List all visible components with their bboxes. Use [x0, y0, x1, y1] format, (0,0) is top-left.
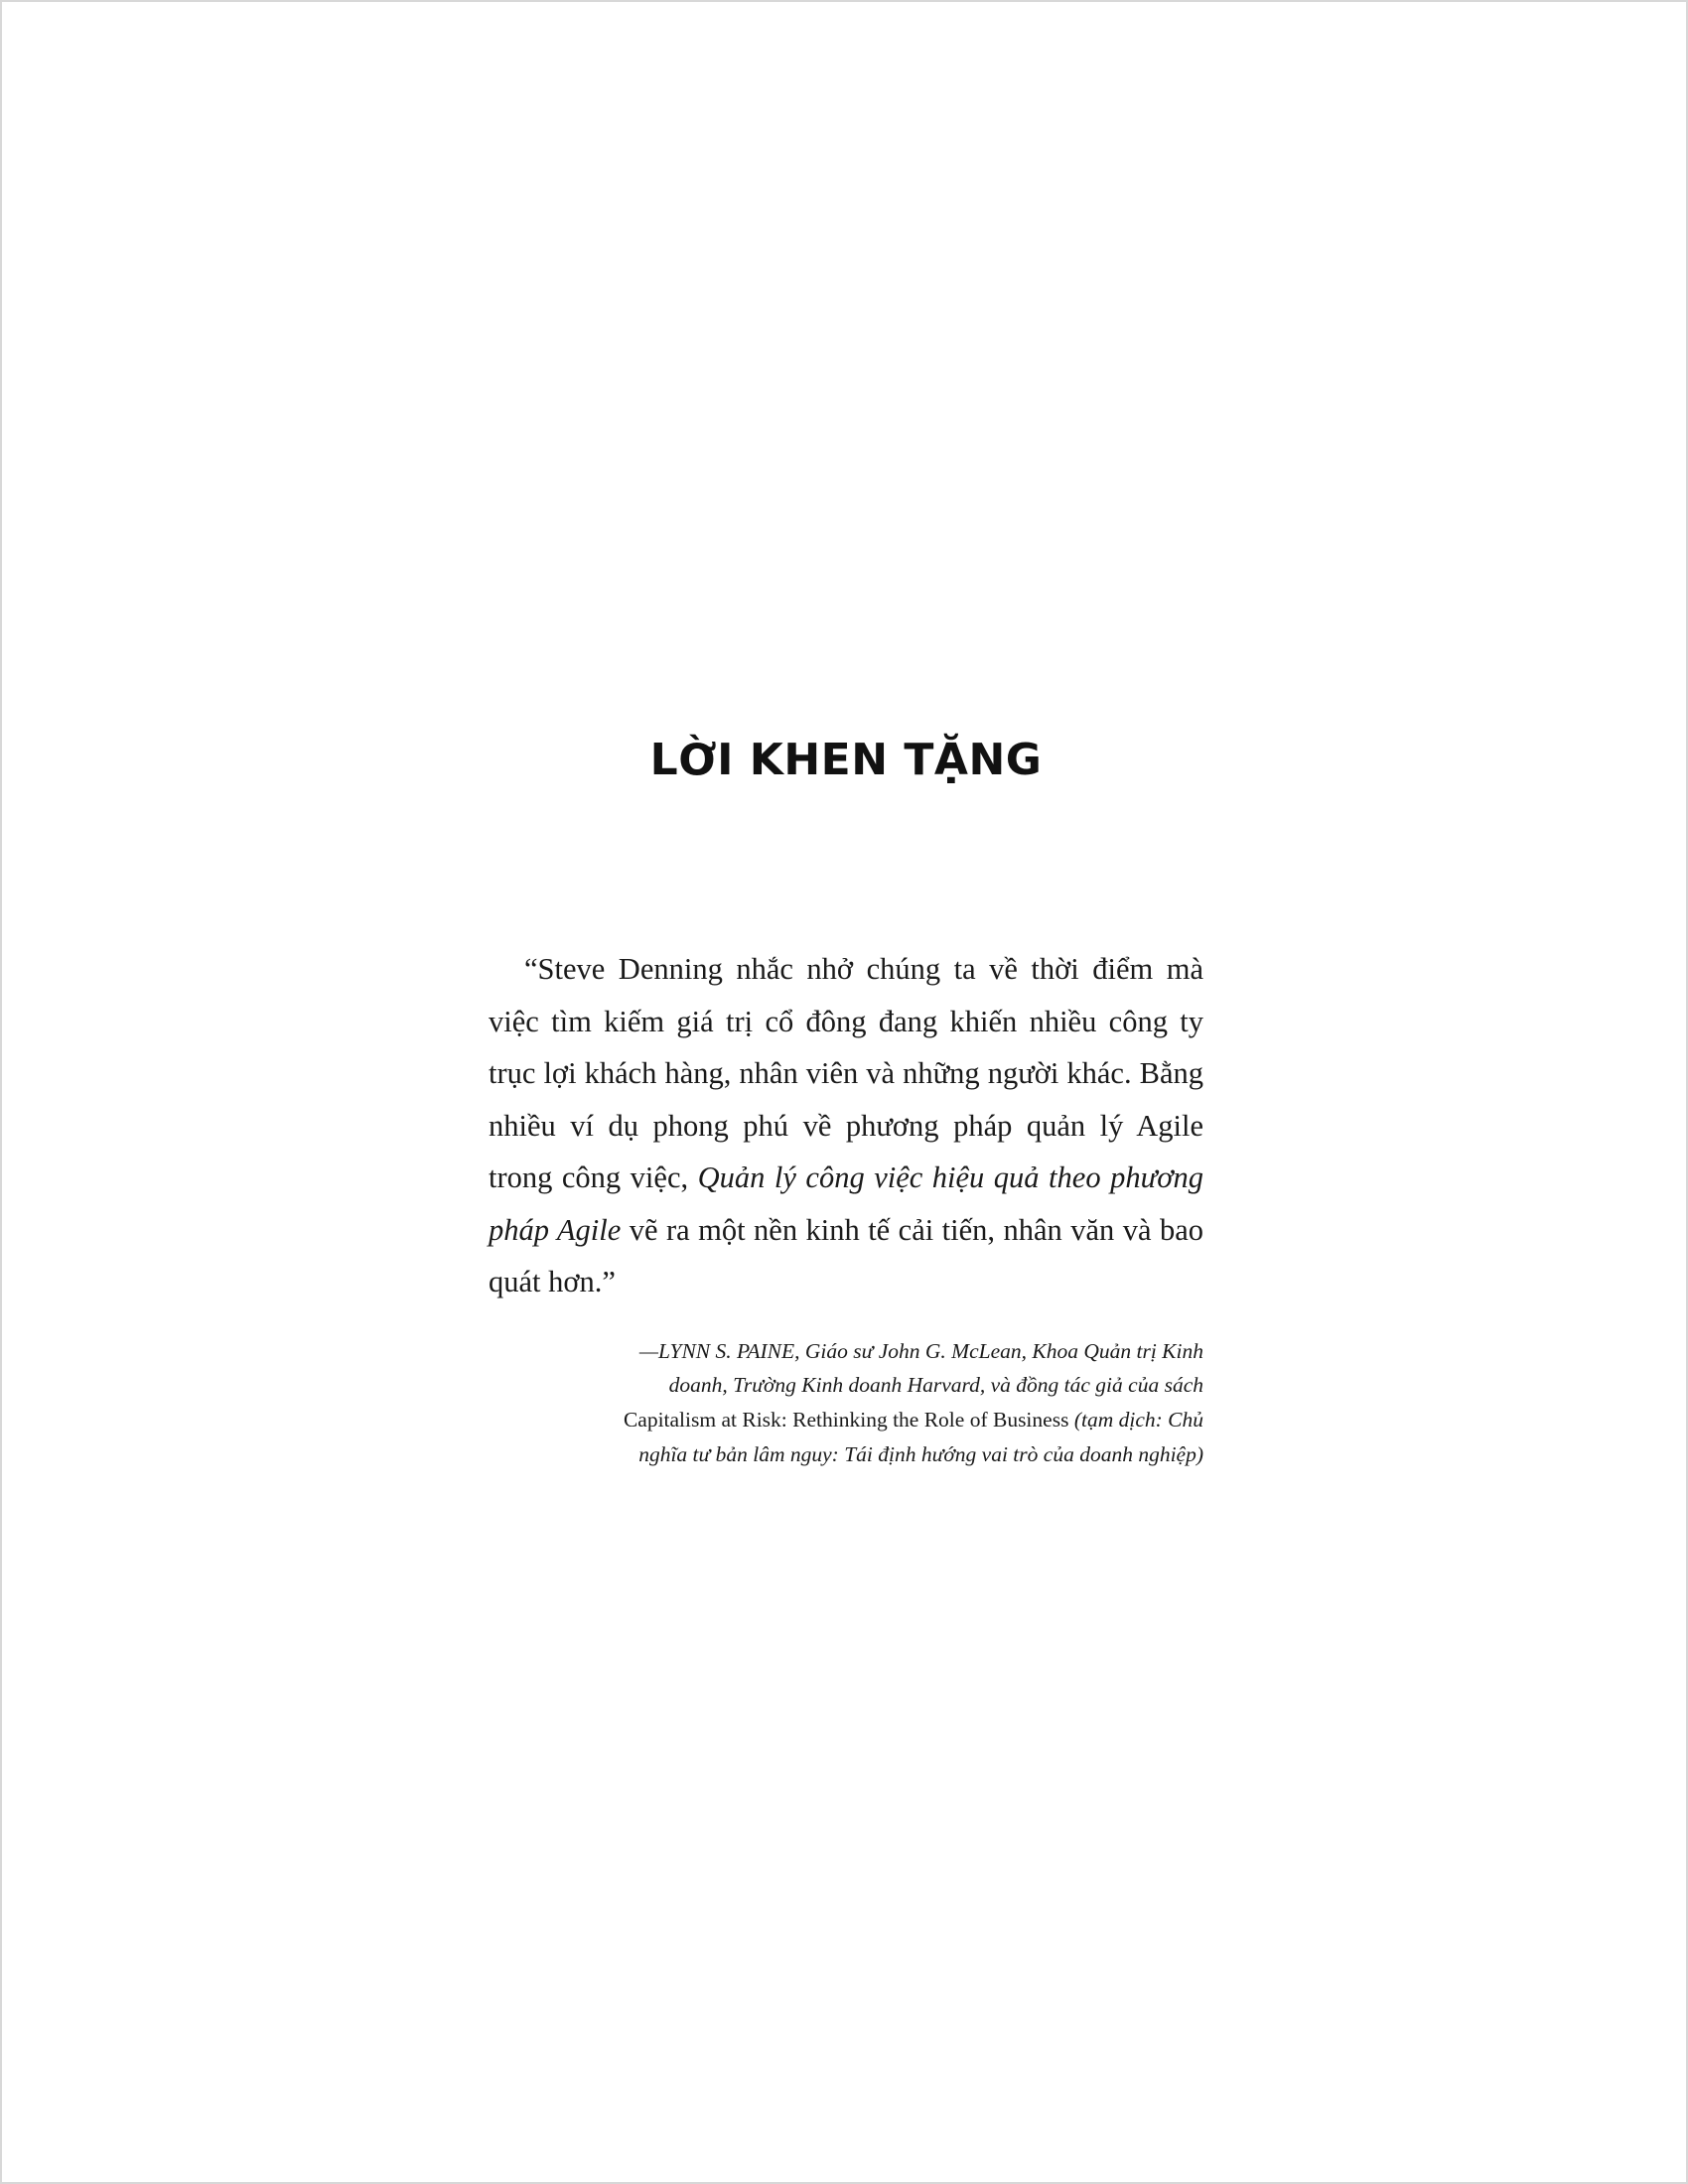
- attribution-book-title: Capitalism at Risk: Rethinking the Role of Business: [623, 1408, 1069, 1433]
- quote-text-part-one: Steve Denning nhắc nhở chúng ta về thời điểm mà việc tìm kiếm giá trị cổ đông đang khiến nhiều công ty trục lợi khách hàng, nhân viên và những người khác. Bằng nhiều ví dụ phong phú về phương pháp quản lý Agile trong công việc,: [489, 952, 1203, 1195]
- quote-text-part-two: vẽ ra một nền kinh tế cải tiến, nhân văn và bao quát hơn.”: [489, 1212, 1203, 1299]
- quote-open-mark: “: [524, 952, 538, 987]
- quote-attribution: [586, 1334, 1203, 1472]
- attribution-name: LYNN S. PAINE: [657, 1338, 795, 1363]
- testimonial-block: [489, 943, 1203, 1471]
- attribution-dash: —: [638, 1338, 658, 1363]
- page-title: LỜI KHEN TẶNG: [649, 735, 1043, 785]
- quote-book-title: Quản lý công việc hiệu quả theo phương pháp Agile: [489, 1160, 1203, 1247]
- page-content: [489, 737, 1203, 1493]
- attribution-role-part-two: (tạm dịch: Chủ nghĩa tư bản lâm nguy: Tái định hướng vai trò của doanh nghiệp): [638, 1408, 1203, 1467]
- quote-paragraph: [489, 943, 1203, 1307]
- attribution-role-part-one: , Giáo sư John G. McLean, Khoa Quản trị Kinh doanh, Trường Kinh doanh Harvard, và đồng tác giả của sách: [668, 1338, 1203, 1398]
